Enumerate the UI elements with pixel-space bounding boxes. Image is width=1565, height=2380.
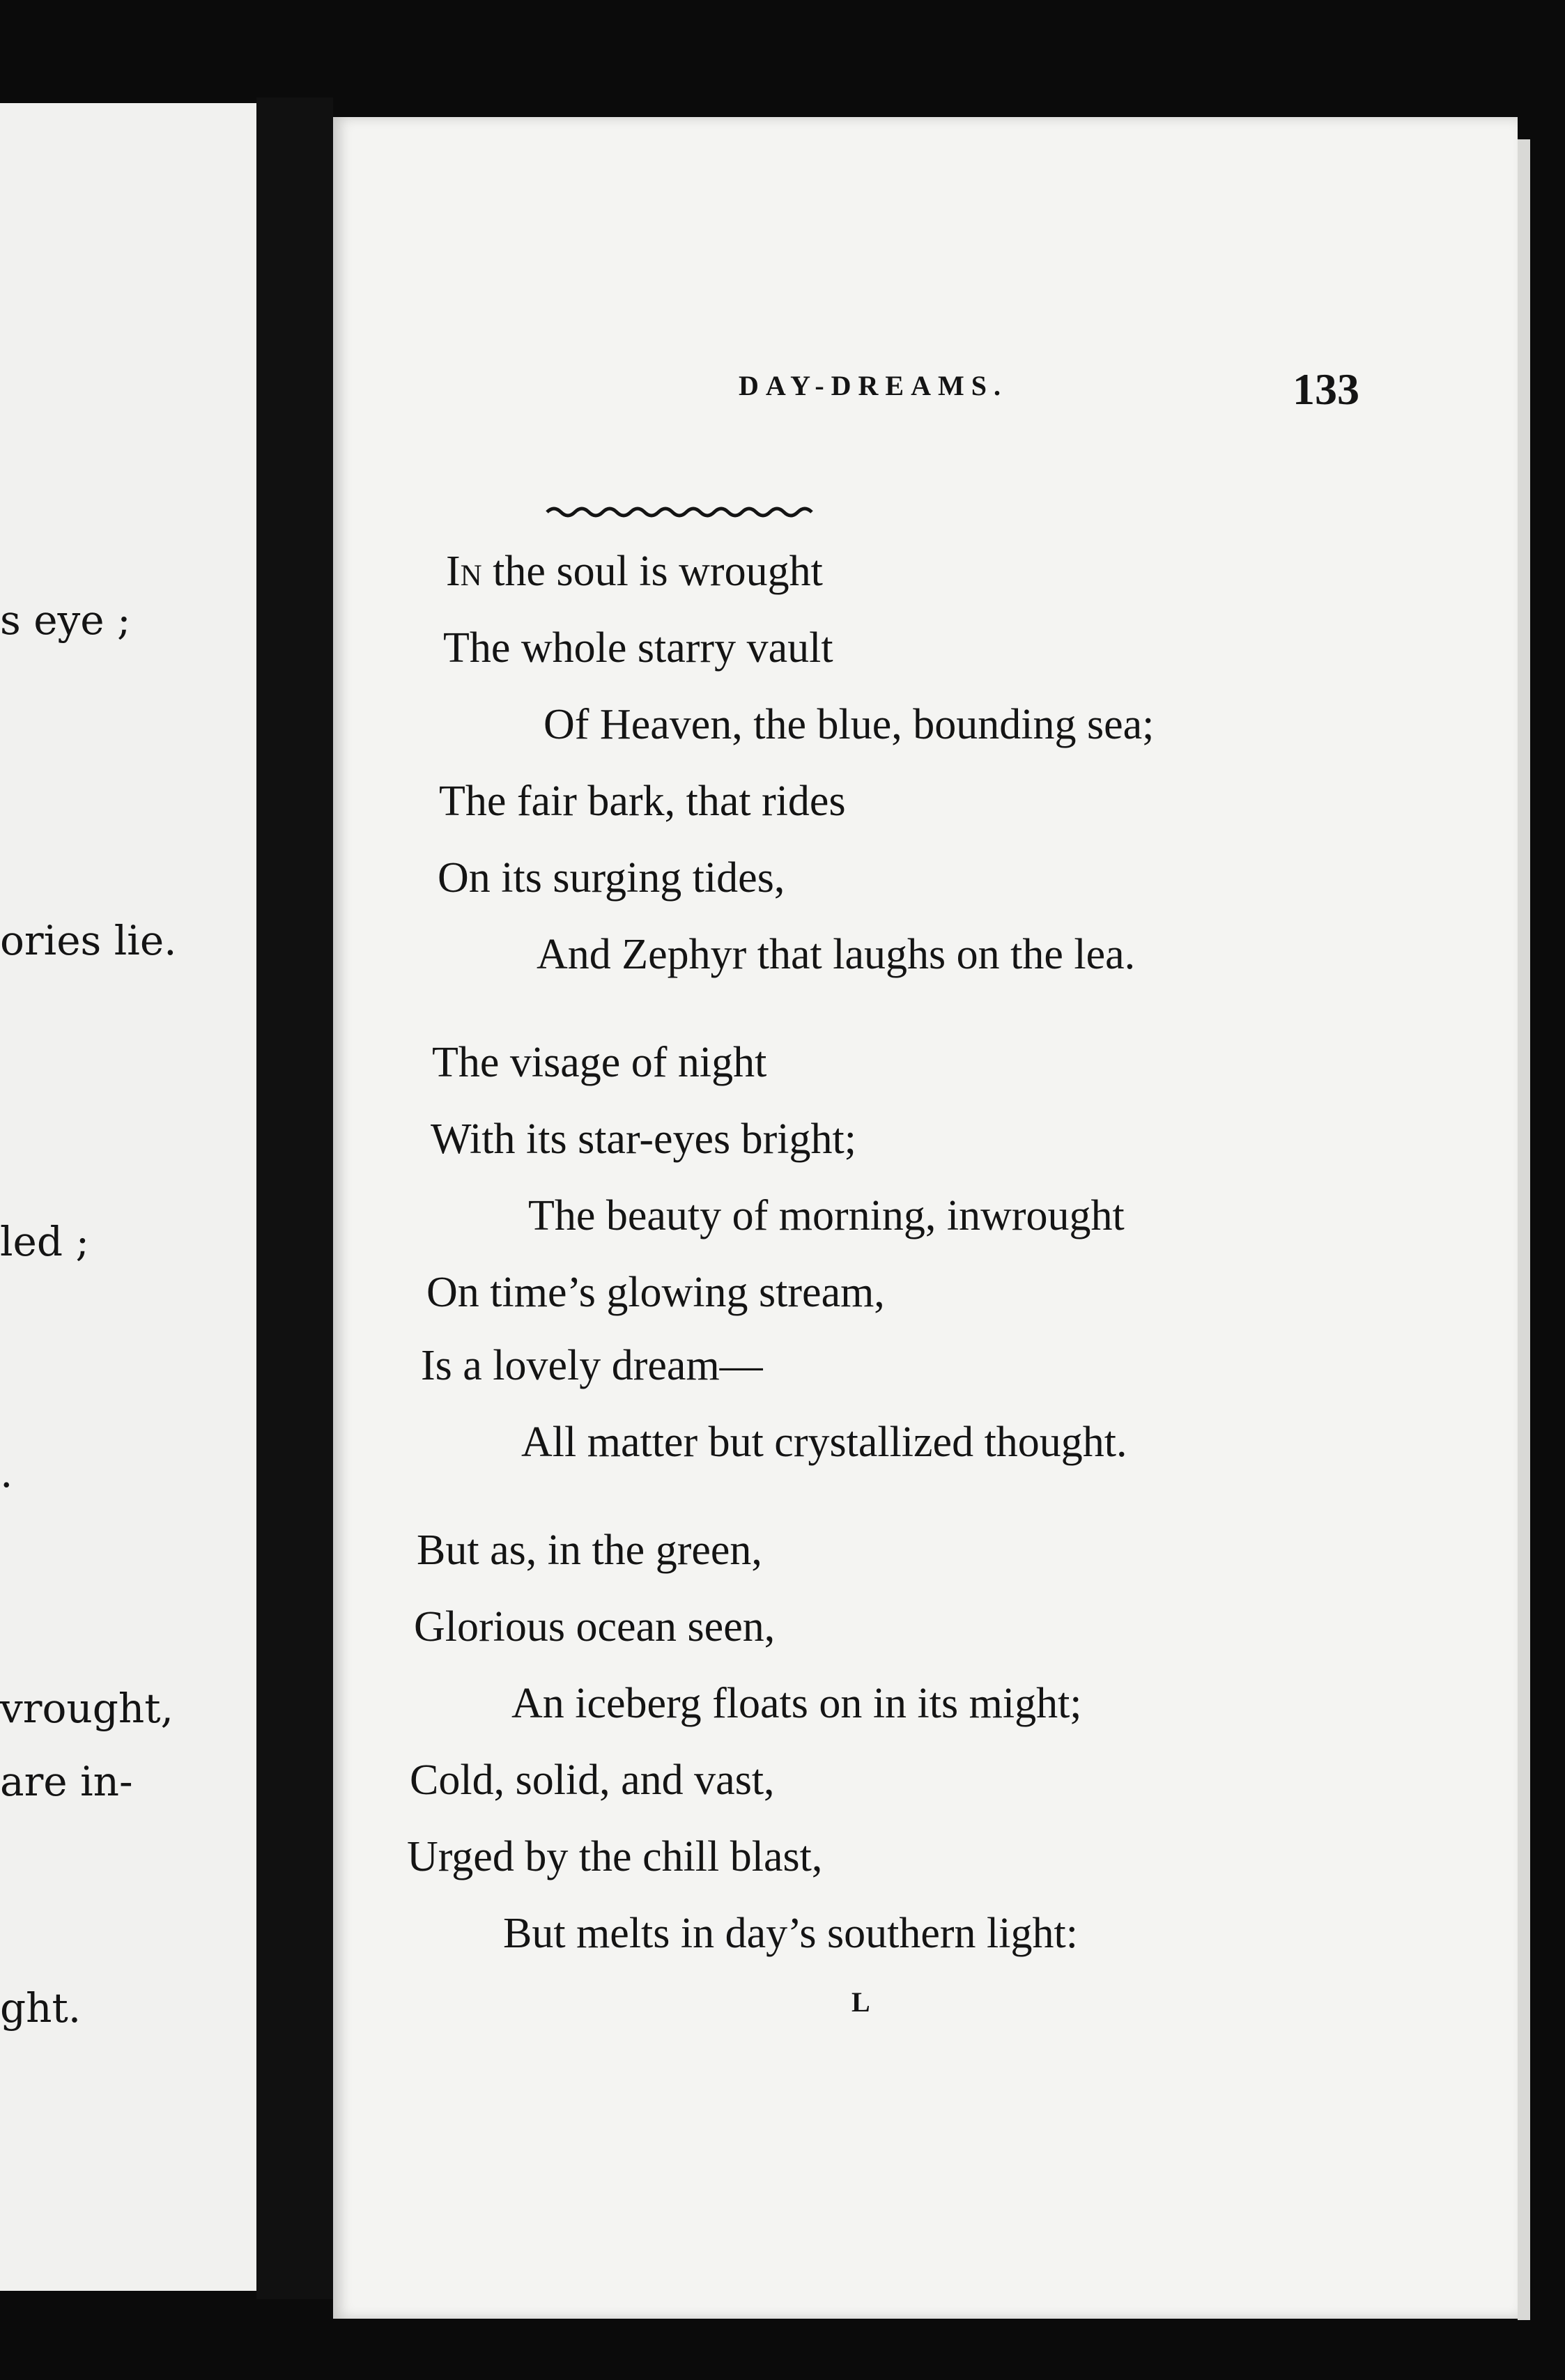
left-fragment: s eye ; xyxy=(0,596,131,644)
poem-line: On time’s glowing stream, xyxy=(426,1269,885,1316)
left-fragment: vrought, xyxy=(0,1685,174,1732)
poem-line: The beauty of morning, inwrought xyxy=(528,1192,1125,1239)
poem-line: Glorious ocean seen, xyxy=(414,1603,776,1651)
left-fragment: led ; xyxy=(0,1218,89,1265)
poem-line: The fair bark, that rides xyxy=(439,778,846,825)
drop-word: In xyxy=(446,548,482,595)
poem-line: But as, in the green, xyxy=(417,1527,762,1574)
signature-mark: L xyxy=(851,1986,870,2018)
poem-line: But melts in day’s southern light: xyxy=(503,1910,1078,1957)
poem-line: And Zephyr that laughs on the lea. xyxy=(537,931,1136,978)
left-fragment: ories lie. xyxy=(0,917,177,964)
poem-line: With its star-eyes bright; xyxy=(431,1115,856,1163)
ornamental-rule-icon xyxy=(543,503,815,521)
poem-line: The whole starry vault xyxy=(443,624,833,672)
poem-line: An iceberg floats on in its might; xyxy=(511,1680,1082,1727)
poem-line: Of Heaven, the blue, bounding sea; xyxy=(543,701,1155,748)
left-fragment: ght. xyxy=(0,1984,82,2032)
left-page xyxy=(0,103,259,2291)
left-fragment: . xyxy=(0,1449,13,1497)
poem-line: Is a lovely dream— xyxy=(421,1342,763,1389)
first-line-text: the soul is wrought xyxy=(481,548,823,595)
page-number: 133 xyxy=(1293,364,1359,414)
page-edge xyxy=(1518,139,1530,2320)
poem-line: Urged by the chill blast, xyxy=(407,1833,823,1880)
running-title: DAY-DREAMS. xyxy=(739,370,1008,401)
poem-line: The visage of night xyxy=(432,1039,767,1086)
poem-line: All matter but crystallized thought. xyxy=(521,1419,1127,1466)
left-fragment: are in- xyxy=(0,1758,133,1805)
book-spine xyxy=(256,98,333,2299)
poem-line xyxy=(446,547,823,596)
poem-line: Cold, solid, and vast, xyxy=(410,1756,775,1804)
poem-line: On its surging tides, xyxy=(438,854,785,902)
